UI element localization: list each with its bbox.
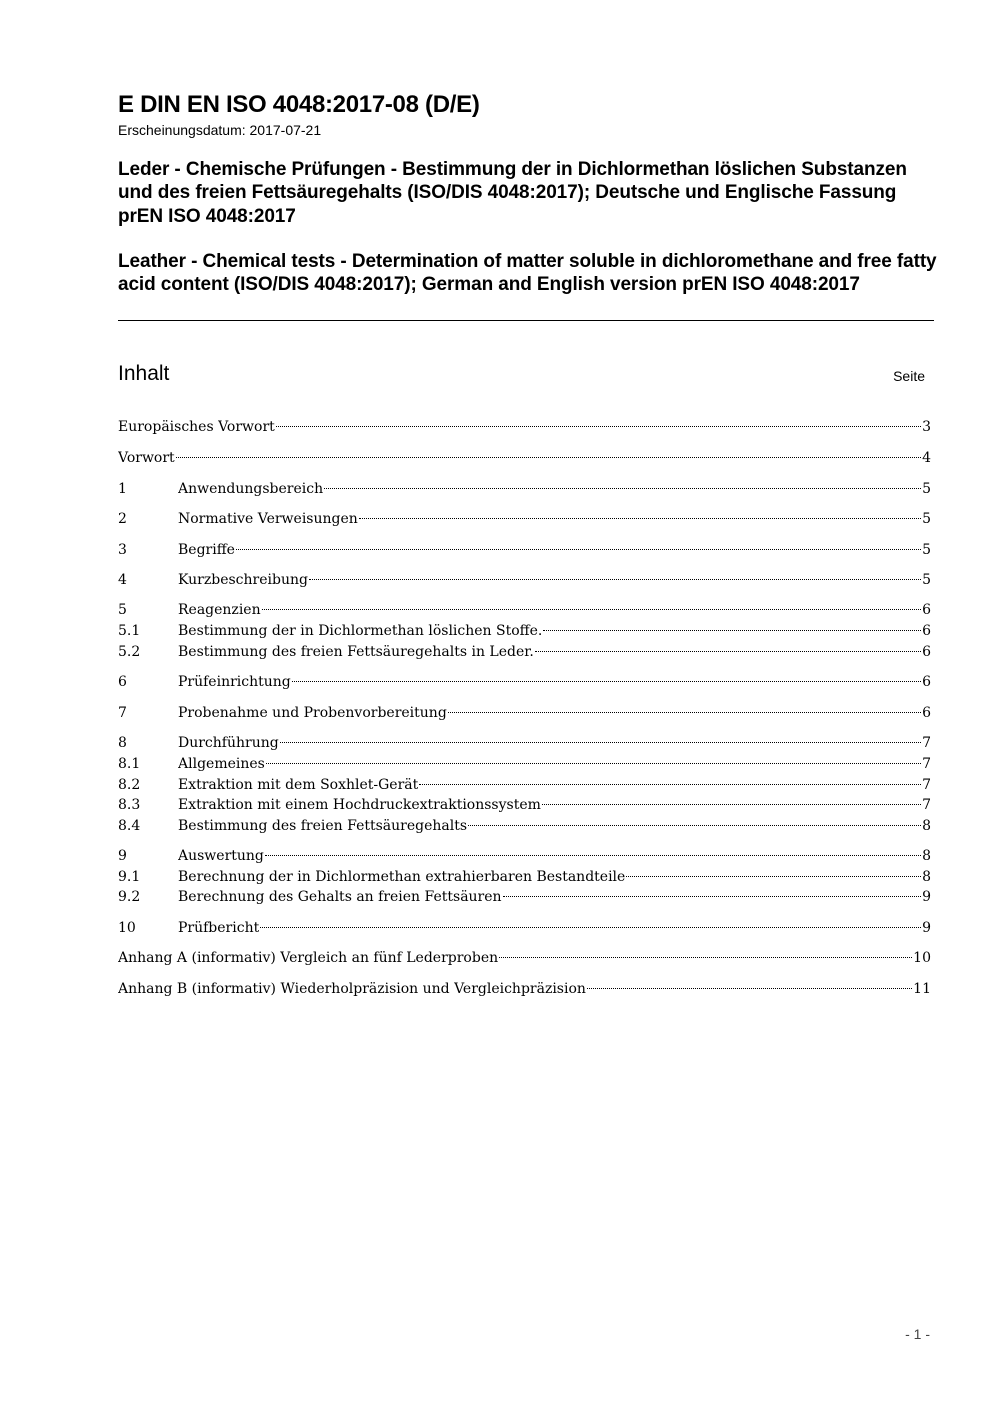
toc-entry[interactable] — [118, 509, 931, 529]
toc-entry-title: Reagenzien — [178, 602, 261, 618]
toc-entry-page: 7 — [922, 756, 931, 772]
toc-entry-title: Vorwort — [118, 450, 175, 466]
toc-entry-title: Anhang B (informativ) Wiederholpräzision und Vergleichpräzision — [118, 981, 586, 997]
toc-entry-title: Extraktion mit dem Soxhlet-Gerät — [178, 777, 419, 793]
toc-dot-leader — [535, 651, 921, 652]
toc-entry-title: Europäisches Vorwort — [118, 419, 275, 435]
publication-date: Erscheinungsdatum: 2017-07-21 — [118, 122, 322, 138]
toc-entry-page: 4 — [922, 450, 931, 466]
title-divider — [118, 320, 934, 321]
toc-entry-page: 6 — [922, 623, 931, 639]
toc-dot-leader — [292, 681, 921, 682]
toc-entry-page: 5 — [922, 542, 931, 558]
toc-entry-number: 5 — [118, 602, 127, 618]
toc-dot-leader — [468, 825, 921, 826]
toc-dot-leader — [542, 804, 921, 805]
toc-entry-page: 8 — [922, 848, 931, 864]
toc-entry-number: 8 — [118, 735, 127, 751]
toc-entry-page: 5 — [922, 511, 931, 527]
toc-entry[interactable] — [118, 448, 931, 468]
toc-dot-leader — [503, 896, 922, 897]
document-id: E DIN EN ISO 4048:2017-08 (D/E) — [118, 91, 480, 118]
toc-entry-number: 6 — [118, 674, 127, 690]
toc-entry[interactable] — [118, 703, 931, 723]
toc-entry-title: Probenahme und Probenvorbereitung — [178, 705, 447, 721]
toc-heading: Inhalt — [118, 362, 170, 385]
toc-entry-page: 6 — [922, 602, 931, 618]
toc-entry[interactable] — [118, 570, 931, 590]
toc-entry-title: Anhang A (informativ) Vergleich an fünf Lederproben — [118, 950, 499, 966]
toc-entry-title: Bestimmung des freien Fettsäuregehalts — [178, 818, 468, 834]
toc-entry[interactable] — [118, 918, 931, 938]
toc-entry-page: 3 — [922, 419, 931, 435]
toc-entry-title: Bestimmung der in Dichlormethan löslichen Stoffe. — [178, 623, 543, 639]
toc-entry[interactable] — [118, 887, 931, 907]
toc-entry-title: Auswertung — [178, 848, 264, 864]
toc-entry[interactable] — [118, 642, 931, 662]
toc-entry-page: 5 — [922, 572, 931, 588]
toc-entry-page: 10 — [913, 950, 931, 966]
toc-entry[interactable] — [118, 479, 931, 499]
title-german: Leder - Chemische Prüfungen - Bestimmung der in Dichlormethan löslichen Substanzen und des freien Fettsäuregehalts (ISO/DIS 4048:2017); Deutsche und Englische Fassung prEN ISO 4048:2017 — [118, 159, 907, 227]
toc-entry[interactable] — [118, 733, 931, 753]
toc-entry-title: Allgemeines — [178, 756, 265, 772]
toc-dot-leader — [587, 988, 912, 989]
toc-entry[interactable] — [118, 795, 931, 815]
toc-entry-title: Prüfeinrichtung — [178, 674, 291, 690]
toc-entry[interactable] — [118, 621, 931, 641]
toc-entry-number: 9 — [118, 848, 127, 864]
toc-entry[interactable] — [118, 672, 931, 692]
toc-entry-number: 3 — [118, 542, 127, 558]
toc-entry-number: 5.1 — [118, 623, 141, 639]
toc-entry[interactable] — [118, 417, 931, 437]
toc-entry-page: 9 — [922, 889, 931, 905]
toc-dot-leader — [260, 927, 921, 928]
toc-dot-leader — [266, 763, 921, 764]
page-number: - 1 - — [905, 1326, 930, 1342]
toc-entry-page: 11 — [913, 981, 931, 997]
toc-entry-title: Bestimmung des freien Fettsäuregehalts in Leder. — [178, 644, 534, 660]
toc-entry-page: 5 — [922, 481, 931, 497]
toc-entry-title: Extraktion mit einem Hochdruckextraktionssystem — [178, 797, 541, 813]
toc-dot-leader — [262, 609, 921, 610]
toc-entry-page: 7 — [922, 735, 931, 751]
toc-entry-number: 8.4 — [118, 818, 141, 834]
toc-dot-leader — [265, 855, 921, 856]
toc-entry-page: 8 — [922, 818, 931, 834]
toc-entry-page: 6 — [922, 705, 931, 721]
toc-entry-number: 5.2 — [118, 644, 141, 660]
toc-dot-leader — [543, 630, 921, 631]
toc-dot-leader — [309, 579, 921, 580]
toc-entry-title: Durchführung — [178, 735, 279, 751]
toc-dot-leader — [499, 957, 912, 958]
toc-page-column-label: Seite — [893, 368, 925, 384]
toc-entry-page: 9 — [922, 920, 931, 936]
toc-entry-title: Berechnung der in Dichlormethan extrahierbaren Bestandteile — [178, 869, 626, 885]
toc-entry[interactable] — [118, 540, 931, 560]
toc-dot-leader — [359, 518, 921, 519]
toc-entry-page: 7 — [922, 777, 931, 793]
toc-entry-title: Prüfbericht — [178, 920, 260, 936]
toc-entry[interactable] — [118, 948, 931, 968]
toc-entry-title: Anwendungsbereich — [178, 481, 324, 497]
toc-entry-number: 7 — [118, 705, 127, 721]
toc-entry-page: 6 — [922, 674, 931, 690]
toc-dot-leader — [448, 712, 921, 713]
toc-dot-leader — [176, 457, 921, 458]
toc-dot-leader — [324, 488, 921, 489]
toc-entry-title: Begriffe — [178, 542, 235, 558]
toc-dot-leader — [419, 784, 921, 785]
toc-entry-number: 4 — [118, 572, 127, 588]
toc-entry-number: 2 — [118, 511, 127, 527]
toc-entry-number: 1 — [118, 481, 127, 497]
toc-entry[interactable] — [118, 867, 931, 887]
toc-entry-number: 9.1 — [118, 869, 141, 885]
toc-entry[interactable] — [118, 979, 931, 999]
toc-entry-title: Kurzbeschreibung — [178, 572, 308, 588]
toc-entry-page: 6 — [922, 644, 931, 660]
toc-entry-page: 8 — [922, 869, 931, 885]
toc-dot-leader — [236, 549, 921, 550]
toc-entry[interactable] — [118, 846, 931, 866]
toc-entry-number: 8.1 — [118, 756, 141, 772]
toc-entry-number: 8.2 — [118, 777, 141, 793]
toc-entry-number: 9.2 — [118, 889, 141, 905]
toc-entry[interactable] — [118, 754, 931, 774]
toc-entry[interactable] — [118, 816, 931, 836]
toc-dot-leader — [626, 876, 921, 877]
toc-entry-title: Berechnung des Gehalts an freien Fettsäuren — [178, 889, 502, 905]
toc-entry-page: 7 — [922, 797, 931, 813]
toc-entry[interactable] — [118, 775, 931, 795]
toc-dot-leader — [276, 426, 921, 427]
title-english: Leather - Chemical tests - Determination of matter soluble in dichloromethane and free fatty acid content (ISO/DIS 4048:2017); German and English version prEN ISO 4048:2017 — [118, 251, 937, 296]
toc-dot-leader — [280, 742, 921, 743]
toc-entry[interactable] — [118, 600, 931, 620]
toc-entry-number: 8.3 — [118, 797, 141, 813]
toc-entry-number: 10 — [118, 920, 136, 936]
toc-entry-title: Normative Verweisungen — [178, 511, 358, 527]
